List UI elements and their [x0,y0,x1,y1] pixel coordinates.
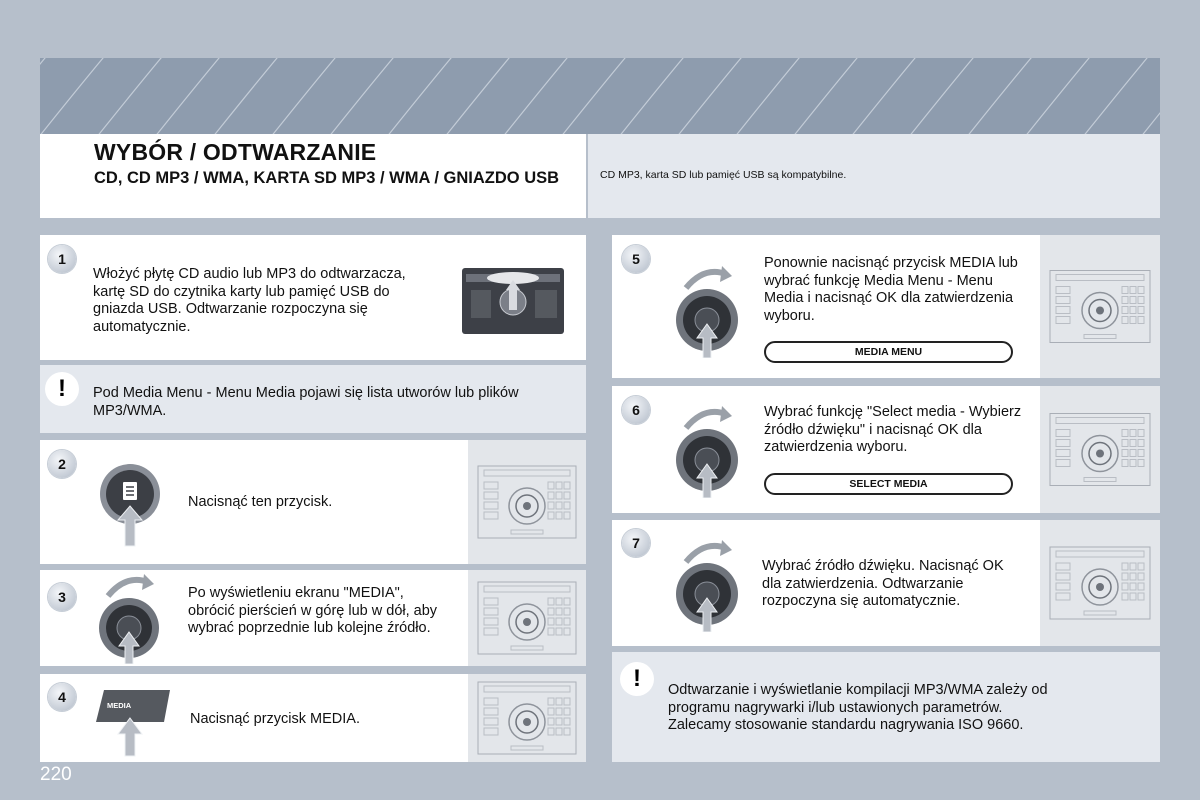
media-key-label: MEDIA [107,701,132,710]
header-arc-pattern [40,58,1160,134]
page-subtitle: CD, CD MP3 / WMA, KARTA SD MP3 / WMA / GNIAZDO USB [94,169,560,187]
radio-unit-diagram [468,440,586,564]
step-6-badge: 6 [622,396,650,424]
step-7-image-cell [1040,520,1160,646]
step-2-badge: 2 [48,450,76,478]
warning-2-icon: ! [622,664,652,694]
step-4-badge: 4 [48,683,76,711]
step-6-image-cell [1040,386,1160,513]
step-1-text: Włożyć płytę CD audio lub MP3 do odtwarzacza, kartę SD do czytnika karty lub pamięć USB do gniazda USB. Odtwarzanie rozpoczyna się automatycznie. [93,266,406,335]
ok-knob-icon [672,536,744,632]
radio-unit-diagram [468,570,586,666]
radio-unit-photo [462,268,564,334]
warning-1-text: Pod Media Menu - Menu Media pojawi się lista utworów lub plików MP3/WMA. [93,385,519,419]
step-7-text: Wybrać źródło dźwięku. Nacisnąć OK dla zatwierdzenia. Odtwarzanie rozpoczyna się automatycznie. [762,558,1004,609]
step-3-text: Po wyświetleniu ekranu "MEDIA", obrócić pierścień w górę lub w dół, aby wybrać poprzednie lub kolejne źródło. [188,585,438,636]
warning-2-text: Odtwarzanie i wyświetlanie kompilacji MP3/WMA zależy od programu nagrywarki i/lub ustawionych parametrów. Zalecamy stosowanie standardu nagrywania ISO 9660. [668,682,1048,733]
step-2-image-cell [468,440,586,564]
page-title: WYBÓR / ODTWARZANIE [94,139,377,165]
select-media-label: SELECT MEDIA [764,473,1013,495]
step-6-text: Wybrać funkcję "Select media - Wybierz źródło dźwięku" i nacisnąć OK dla zatwierdzenia wyboru. [764,404,1022,455]
step-2-text: Nacisnąć ten przycisk. [188,494,333,510]
media-menu-label: MEDIA MENU [764,341,1013,363]
radio-unit-diagram [1040,520,1160,646]
step-4-image-cell [468,674,586,762]
radio-unit-diagram [1040,386,1160,513]
rotary-knob-icon [96,572,166,664]
page-number: 220 [40,764,72,785]
radio-unit-diagram [1040,235,1160,378]
cd-insert-illustration [462,268,564,334]
header-band [40,58,1160,134]
media-button-press-icon [98,462,162,548]
media-key-icon [94,688,172,758]
step-5-text: Ponownie nacisnąć przycisk MEDIA lub wybrać funkcję Media Menu - Menu Media i nacisnąć OK dla zatwierdzenia wyboru. [764,255,1018,324]
ok-knob-icon [672,402,744,498]
step-3-image-cell [468,570,586,666]
ok-knob-icon [672,262,744,358]
step-4-text: Nacisnąć przycisk MEDIA. [190,711,361,727]
step-5-badge: 5 [622,245,650,273]
compatibility-note: CD MP3, karta SD lub pamięć USB są kompatybilne. [600,169,847,181]
step-3-badge: 3 [48,583,76,611]
warning-1-icon: ! [47,374,77,404]
step-1-badge: 1 [48,245,76,273]
step-5-image-cell [1040,235,1160,378]
step-7-badge: 7 [622,529,650,557]
radio-unit-diagram [468,674,586,762]
